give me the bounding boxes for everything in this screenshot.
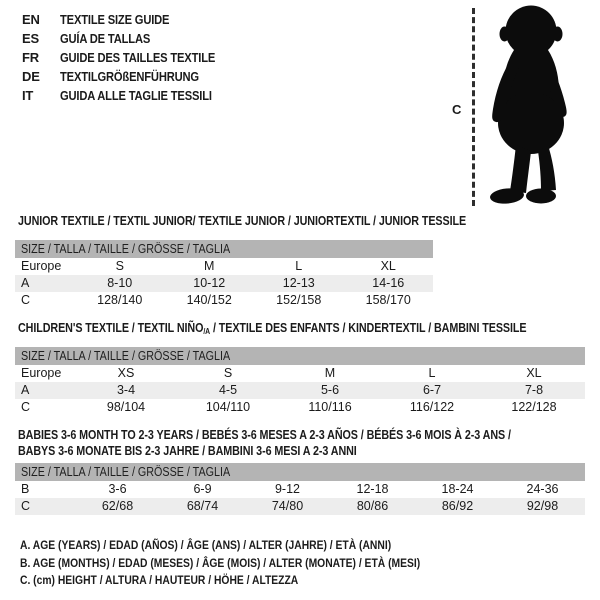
babies-section-title [18,427,591,459]
size-cell: 4-5 [218,383,238,397]
table-row [15,399,585,416]
size-cell: 68/74 [186,499,219,513]
language-code: IT [22,88,34,103]
guide-title-de: TEXTILGRÖßENFÜHRUNG [60,69,199,84]
size-cell: 10-12 [193,276,226,290]
measure-label-c: C [452,102,462,117]
childrens-title-prefix: CHILDREN'S TEXTILE / TEXTIL NIÑO [18,321,204,335]
footnote-c: C. (cm) HEIGHT / ALTURA / HAUTEUR / HÖHE / ALTEZZA [20,573,299,587]
row-label: A [21,276,30,290]
size-cell: XS [117,366,135,380]
size-cell: 3-6 [108,482,127,496]
row-label: B [21,482,30,496]
footnote-b: B. AGE (MONTHS) / EDAD (MESES) / ÂGE (MOIS) / ALTER (MONATE) / ETÀ (MESI) [20,555,421,570]
junior-section-title [18,214,539,228]
table-header-bar [15,347,585,365]
size-cell: 98/104 [106,400,146,414]
size-cell: L [295,259,303,273]
size-cell: 6-9 [193,482,212,496]
guide-title-fr: GUIDE DES TAILLES TEXTILE [60,50,216,65]
language-code: EN [22,12,40,27]
babies-title-line2: BABYS 3-6 MONATE BIS 2-3 JAHRE / BAMBINI 3-6 MESI A 2-3 ANNI [18,444,357,458]
size-cell: 122/128 [511,400,557,414]
row-label: A [21,383,30,397]
childrens-title-sub: /A [203,327,211,336]
childrens-size-table [15,347,585,416]
size-cell: 18-24 [441,482,474,496]
size-cell: 80/86 [356,499,389,513]
table-row [15,258,433,275]
size-cell: 3-4 [116,383,136,397]
footnote-a: A. AGE (YEARS) / EDAD (AÑOS) / ÂGE (ANS) / ALTER (JAHRE) / ETÀ (ANNI) [20,538,392,552]
size-cell: M [204,259,215,273]
babies-title-line1: BABIES 3-6 MONTH TO 2-3 YEARS / BEBÉS 3-6 MESES A 2-3 AÑOS / BÉBÉS 3-6 MOIS À 2-3 ANS / [18,428,511,442]
language-code: ES [22,31,39,46]
size-cell: S [223,366,233,380]
table-row [15,292,433,309]
size-cell: 74/80 [271,499,304,513]
size-cell: 116/122 [409,400,455,414]
guide-title-en: TEXTILE SIZE GUIDE [60,12,170,27]
table-row [15,365,585,382]
childrens-section-title-text [18,321,526,336]
size-cell: 140/152 [186,293,232,307]
language-code: DE [22,69,40,84]
size-cell: 86/92 [441,499,474,513]
junior-size-table [15,240,433,309]
table-header-text: SIZE / TALLA / TAILLE / GRÖSSE / TAGLIA [21,242,231,256]
row-label: C [21,293,31,307]
size-cell: 6-7 [422,383,442,397]
height-measure-line [472,8,475,206]
size-cell: 110/116 [308,400,352,414]
size-cell: 8-10 [107,276,133,290]
childrens-section-title [18,321,600,336]
table-row [15,498,585,515]
size-cell: 12-13 [282,276,315,290]
size-cell: 128/140 [97,293,143,307]
size-cell: L [428,366,436,380]
footnotes [20,537,485,590]
babies-size-table [15,463,585,515]
guide-title-it: GUIDA ALLE TAGLIE TESSILI [60,88,212,103]
table-row [15,275,433,292]
table-row [15,481,585,498]
table-row [15,382,585,399]
row-label: C [21,400,31,414]
size-cell: M [324,366,336,380]
size-cell: 7-8 [524,383,544,397]
baby-silhouette [477,3,593,205]
size-cell: S [115,259,124,273]
size-cell: XL [380,259,396,273]
size-cell: 152/158 [276,293,322,307]
size-cell: 104/110 [205,400,251,414]
size-cell: 12-18 [356,482,389,496]
size-cell: 5-6 [320,383,340,397]
guide-title-es: GUÍA DE TALLAS [60,31,151,46]
size-cell: 62/68 [101,499,134,513]
row-label: Europe [21,366,62,380]
size-cell: 9-12 [274,482,301,496]
childrens-title-suffix: / TEXTILE DES ENFANTS / KINDERTEXTIL / BAMBINI TESSILE [210,321,527,335]
language-code: FR [22,50,39,65]
table-header-text: SIZE / TALLA / TAILLE / GRÖSSE / TAGLIA [21,465,231,479]
height-figure [0,0,600,215]
table-header-text: SIZE / TALLA / TAILLE / GRÖSSE / TAGLIA [21,349,231,363]
size-cell: 92/98 [526,499,559,513]
junior-section-title-text: JUNIOR TEXTILE / TEXTIL JUNIOR/ TEXTILE JUNIOR / JUNIORTEXTIL / JUNIOR TESSILE [18,214,467,228]
size-cell: 158/170 [365,293,411,307]
table-header-bar [15,240,433,258]
size-cell: 14-16 [372,276,405,290]
size-cell: 24-36 [526,482,559,496]
row-label: C [21,499,31,513]
row-label: Europe [21,259,62,273]
table-header-bar [15,463,585,481]
size-cell: XL [526,366,542,380]
